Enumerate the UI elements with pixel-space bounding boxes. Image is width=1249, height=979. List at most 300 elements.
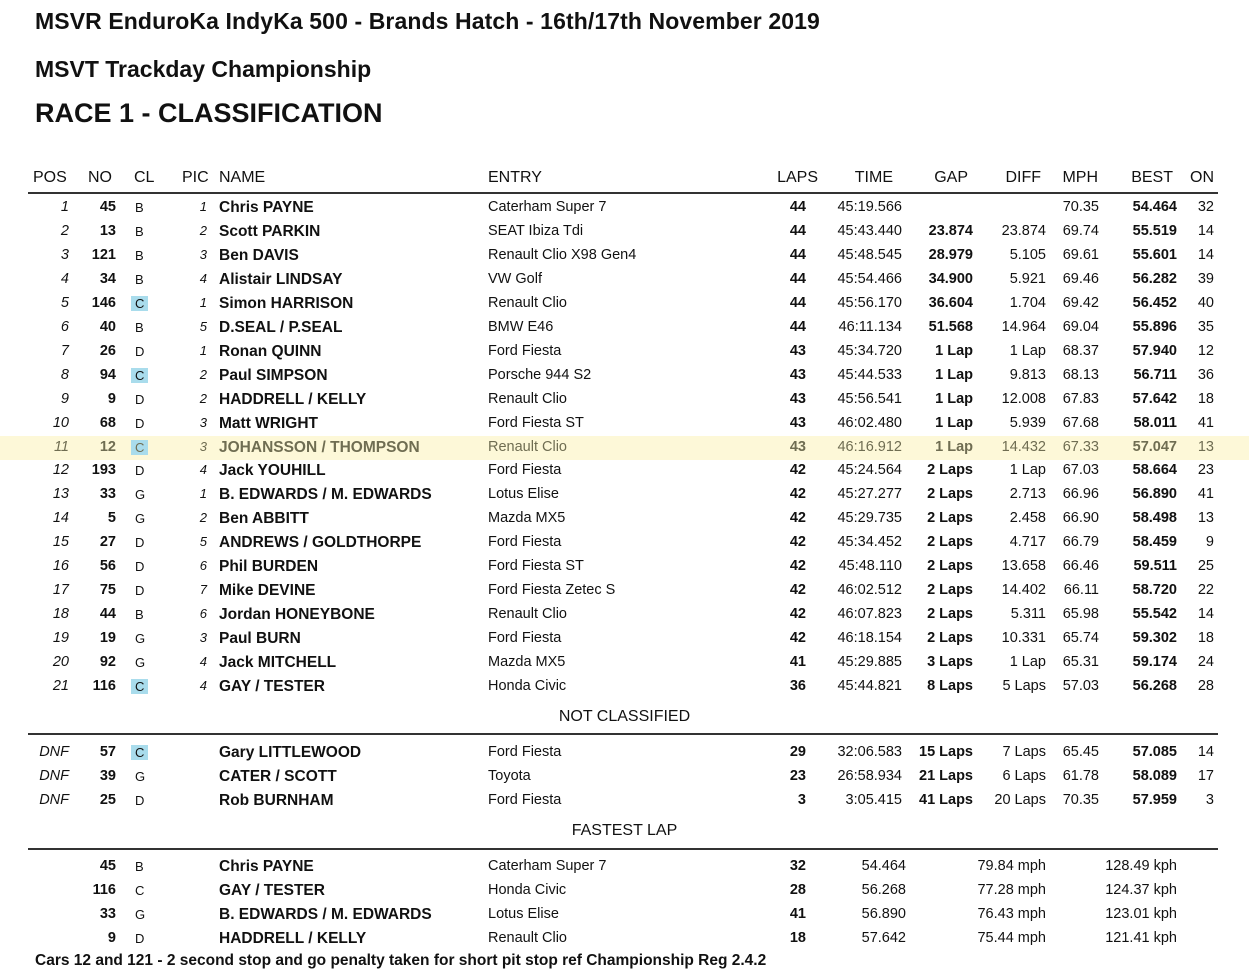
cell-kph: 124.37 kph <box>1105 882 1177 898</box>
cell-mph: 69.61 <box>1062 246 1099 263</box>
cell-laps: 42 <box>789 510 806 527</box>
cell-best: 56.282 <box>1132 270 1177 287</box>
cell-entry: Ford Fiesta <box>488 342 562 359</box>
cell-cl: B <box>135 859 144 874</box>
cell-no: 34 <box>99 270 116 287</box>
cell-time: 45:56.541 <box>837 390 902 407</box>
cell-cl: C <box>131 296 148 311</box>
column-header-on: ON <box>1190 169 1214 186</box>
cell-time: 46:16.912 <box>837 438 902 455</box>
fastest-lap-row[interactable] <box>0 903 1249 927</box>
cell-gap: 2 Laps <box>927 534 973 551</box>
cell-no: 45 <box>99 858 116 874</box>
cell-entry: Renault Clio <box>488 390 567 407</box>
cell-no: 116 <box>92 882 116 898</box>
cell-name: Ronan QUINN <box>219 342 322 360</box>
cell-pic: 3 <box>199 414 207 430</box>
cell-diff: 5.311 <box>1010 606 1046 623</box>
cell-no: 116 <box>92 678 116 694</box>
cell-time: 46:11.134 <box>838 318 902 335</box>
cell-time: 45:44.821 <box>837 678 902 694</box>
cell-gap: 41 Laps <box>919 792 973 808</box>
cell-no: 5 <box>107 510 116 527</box>
cell-entry: Caterham Super 7 <box>488 199 607 215</box>
cell-pic: 3 <box>199 630 207 646</box>
cell-time: 45:44.533 <box>837 366 902 383</box>
cell-name: HADDRELL / KELLY <box>219 390 367 408</box>
cell-pos: 20 <box>52 654 69 671</box>
cell-on: 23 <box>1197 462 1214 479</box>
cell-gap: 1 Lap <box>935 414 973 431</box>
column-header-diff: DIFF <box>1005 169 1041 186</box>
cell-time: 45:48.545 <box>837 246 902 263</box>
cell-best: 57.940 <box>1132 342 1177 359</box>
cell-best: 57.642 <box>1132 390 1177 407</box>
cell-cl: D <box>135 793 145 808</box>
cell-diff: 1 Lap <box>1009 342 1046 359</box>
cell-gap: 2 Laps <box>927 606 973 623</box>
cell-best: 57.085 <box>1132 744 1177 760</box>
column-header-name: NAME <box>219 169 266 186</box>
cell-best: 57.959 <box>1132 792 1177 808</box>
cell-name: Gary LITTLEWOOD <box>219 744 362 761</box>
cell-no: 12 <box>99 438 116 455</box>
cell-cl: D <box>135 535 145 551</box>
cell-mph: 66.79 <box>1062 534 1099 551</box>
cell-no: 39 <box>99 768 116 784</box>
cell-pic: 6 <box>199 558 207 574</box>
cell-time: 32:06.583 <box>837 744 902 760</box>
cell-entry: Ford Fiesta <box>488 534 562 551</box>
table-row[interactable] <box>0 741 1249 765</box>
cell-cl: C <box>131 368 148 383</box>
cell-best: 58.664 <box>1132 462 1177 479</box>
cell-name: GAY / TESTER <box>219 678 325 695</box>
cell-diff: 1 Lap <box>1009 654 1046 671</box>
cell-diff: 23.874 <box>1001 222 1046 239</box>
cell-diff: 20 Laps <box>994 792 1046 808</box>
cell-no: 26 <box>99 342 116 359</box>
cell-gap: 2 Laps <box>927 558 973 575</box>
cell-time: 56.268 <box>861 882 906 898</box>
cell-on: 39 <box>1197 270 1214 287</box>
cell-name: Jack YOUHILL <box>219 462 326 480</box>
cell-pos: 10 <box>52 414 69 431</box>
table-row[interactable] <box>0 316 1249 340</box>
column-header-pic: PIC <box>182 169 209 186</box>
cell-no: 121 <box>91 246 116 263</box>
cell-pos: 6 <box>60 318 69 335</box>
cell-name: Jack MITCHELL <box>219 654 337 672</box>
cell-gap: 3 Laps <box>927 654 973 671</box>
cell-gap: 15 Laps <box>919 744 973 760</box>
cell-gap: 2 Laps <box>927 486 973 503</box>
cell-name: Chris PAYNE <box>219 199 314 216</box>
cell-best: 55.519 <box>1132 222 1177 239</box>
cell-laps: 42 <box>789 558 806 575</box>
cell-laps: 44 <box>789 222 806 239</box>
cell-entry: Lotus Elise <box>488 906 559 922</box>
cell-mph: 76.43 mph <box>977 906 1046 922</box>
cell-best: 56.711 <box>1133 366 1177 383</box>
cell-on: 40 <box>1197 294 1214 311</box>
column-header-best: BEST <box>1131 169 1173 186</box>
cell-name: Ben DAVIS <box>219 246 299 264</box>
header-rule <box>28 192 1218 194</box>
cell-mph: 77.28 mph <box>977 882 1046 898</box>
cell-no: 19 <box>99 630 116 647</box>
cell-diff: 6 Laps <box>1002 768 1046 784</box>
cell-pos: DNF <box>39 792 69 808</box>
cell-lap: 28 <box>789 882 806 898</box>
cell-time: 56.890 <box>861 906 906 922</box>
cell-gap: 34.900 <box>928 270 973 287</box>
cell-entry: Ford Fiesta <box>488 630 562 647</box>
cell-laps: 41 <box>789 654 806 671</box>
cell-cl: G <box>135 769 146 784</box>
cell-name: Simon HARRISON <box>219 294 354 312</box>
cell-pos: DNF <box>39 744 69 760</box>
table-row[interactable] <box>0 483 1249 507</box>
cell-time: 45:29.735 <box>837 510 902 527</box>
table-row[interactable] <box>0 436 1249 460</box>
cell-on: 14 <box>1197 222 1214 239</box>
cell-laps: 44 <box>789 294 806 311</box>
cell-pos: 15 <box>52 534 69 551</box>
table-row[interactable] <box>0 196 1249 220</box>
cell-name: Paul BURN <box>219 630 301 648</box>
cell-name: GAY / TESTER <box>219 882 325 899</box>
cell-pos: 13 <box>52 486 69 503</box>
cell-mph: 67.68 <box>1062 414 1099 431</box>
cell-time: 45:43.440 <box>837 222 902 239</box>
table-row[interactable] <box>0 789 1249 813</box>
cell-cl: D <box>135 559 145 575</box>
cell-pos: 21 <box>52 678 69 694</box>
cell-entry: Honda Civic <box>488 678 567 694</box>
cell-best: 55.542 <box>1132 606 1177 623</box>
fastest-lap-rule <box>28 848 1218 850</box>
cell-time: 46:07.823 <box>837 606 902 623</box>
cell-name: Chris PAYNE <box>219 858 314 875</box>
cell-time: 54.464 <box>861 858 906 874</box>
cell-on: 14 <box>1197 744 1214 760</box>
table-header <box>0 167 1249 191</box>
cell-laps: 42 <box>789 606 806 623</box>
cell-entry: Ford Fiesta Zetec S <box>488 582 616 599</box>
cell-name: HADDRELL / KELLY <box>219 930 367 947</box>
cell-name: B. EDWARDS / M. EDWARDS <box>219 486 432 504</box>
cell-name: Jordan HONEYBONE <box>219 606 375 624</box>
cell-on: 14 <box>1197 246 1214 263</box>
cell-mph: 57.03 <box>1062 678 1099 694</box>
cell-entry: Mazda MX5 <box>488 654 566 671</box>
cell-gap: 21 Laps <box>919 768 973 784</box>
table-row[interactable] <box>0 220 1249 244</box>
cell-cl: B <box>135 271 144 287</box>
cell-no: 57 <box>99 744 116 760</box>
column-header-gap: GAP <box>934 169 968 186</box>
cell-cl: G <box>135 487 146 503</box>
cell-time: 45:56.170 <box>837 294 902 311</box>
cell-time: 45:29.885 <box>837 654 902 671</box>
cell-no: 75 <box>99 582 116 599</box>
cell-pos: 7 <box>60 342 69 359</box>
cell-time: 45:34.452 <box>837 534 902 551</box>
cell-pos: 8 <box>60 366 69 383</box>
cell-mph: 66.90 <box>1062 510 1099 527</box>
cell-no: 27 <box>99 534 116 551</box>
table-row[interactable] <box>0 412 1249 436</box>
cell-pic: 1 <box>199 294 207 310</box>
cell-lap: 41 <box>789 906 806 922</box>
cell-diff: 13.658 <box>1001 558 1046 575</box>
cell-best: 56.268 <box>1132 678 1177 694</box>
cell-time: 45:19.566 <box>837 199 902 215</box>
cell-mph: 67.83 <box>1062 390 1099 407</box>
cell-diff: 5.939 <box>1009 414 1046 431</box>
cell-name: JOHANSSON / THOMPSON <box>219 438 420 456</box>
cell-best: 54.464 <box>1132 199 1177 215</box>
cell-diff: 7 Laps <box>1002 744 1046 760</box>
cell-laps: 42 <box>789 582 806 599</box>
cell-pic: 5 <box>199 534 207 550</box>
cell-entry: Ford Fiesta ST <box>488 558 584 575</box>
cell-no: 92 <box>99 654 116 671</box>
fastest-lap-row[interactable] <box>0 927 1249 951</box>
cell-entry: Renault Clio X98 Gen4 <box>488 246 637 263</box>
cell-cl: G <box>135 631 146 647</box>
cell-name: Ben ABBITT <box>219 510 309 528</box>
cell-name: Scott PARKIN <box>219 222 321 240</box>
cell-on: 35 <box>1197 318 1214 335</box>
cell-laps: 23 <box>789 768 806 784</box>
cell-on: 18 <box>1197 630 1214 647</box>
cell-best: 56.452 <box>1132 294 1177 311</box>
cell-best: 55.601 <box>1132 246 1177 263</box>
cell-cl: C <box>131 440 148 455</box>
table-row[interactable] <box>0 555 1249 579</box>
cell-entry: SEAT Ibiza Tdi <box>488 222 584 239</box>
cell-pic: 4 <box>199 270 207 286</box>
cell-pos: 3 <box>60 246 69 263</box>
cell-entry: Ford Fiesta <box>488 744 562 760</box>
cell-laps: 44 <box>789 199 806 215</box>
cell-cl: C <box>135 883 145 898</box>
cell-time: 46:02.480 <box>837 414 902 431</box>
cell-best: 59.174 <box>1132 654 1177 671</box>
cell-no: 9 <box>107 930 116 946</box>
cell-pic: 1 <box>199 342 207 358</box>
cell-gap: 23.874 <box>928 222 973 239</box>
cell-best: 58.498 <box>1132 510 1177 527</box>
table-row[interactable] <box>0 340 1249 364</box>
cell-gap: 1 Lap <box>935 390 973 407</box>
cell-entry: Renault Clio <box>488 294 567 311</box>
cell-name: Rob BURNHAM <box>219 792 334 809</box>
cell-on: 12 <box>1197 342 1214 359</box>
table-row[interactable] <box>0 244 1249 268</box>
cell-pos: 11 <box>53 438 69 455</box>
cell-cl: D <box>135 583 145 599</box>
fastest-lap-row[interactable] <box>0 879 1249 903</box>
cell-entry: Ford Fiesta <box>488 462 562 479</box>
cell-pic: 4 <box>199 654 207 670</box>
championship-title: MSVT Trackday Championship <box>35 56 372 82</box>
cell-entry: Renault Clio <box>488 606 567 623</box>
table-row[interactable] <box>0 388 1249 412</box>
cell-time: 45:54.466 <box>837 270 902 287</box>
cell-time: 45:27.277 <box>837 486 902 503</box>
cell-name: CATER / SCOTT <box>219 768 337 785</box>
cell-laps: 44 <box>789 270 806 287</box>
cell-on: 28 <box>1197 678 1214 694</box>
table-row[interactable] <box>0 603 1249 627</box>
cell-no: 9 <box>107 390 116 407</box>
table-row[interactable] <box>0 268 1249 292</box>
cell-time: 45:48.110 <box>838 558 902 575</box>
cell-entry: BMW E46 <box>488 318 554 335</box>
column-header-mph: MPH <box>1062 169 1098 186</box>
cell-on: 22 <box>1197 582 1214 599</box>
cell-on: 25 <box>1197 558 1214 575</box>
cell-no: 56 <box>99 558 116 575</box>
cell-on: 13 <box>1197 438 1214 455</box>
cell-gap: 36.604 <box>928 294 973 311</box>
cell-time: 46:02.512 <box>837 582 902 599</box>
race-title: RACE 1 - CLASSIFICATION <box>35 98 383 128</box>
cell-on: 41 <box>1197 486 1214 503</box>
cell-no: 146 <box>91 294 116 311</box>
table-row[interactable] <box>0 364 1249 388</box>
cell-mph: 67.03 <box>1062 462 1099 479</box>
cell-best: 58.011 <box>1133 414 1177 431</box>
cell-entry: Honda Civic <box>488 882 567 898</box>
cell-pos: 12 <box>52 462 69 479</box>
cell-name: ANDREWS / GOLDTHORPE <box>219 534 422 552</box>
cell-cl: C <box>131 745 148 760</box>
cell-pos: 16 <box>52 558 69 575</box>
cell-cl: B <box>135 607 144 623</box>
cell-pic: 3 <box>199 246 207 262</box>
table-row[interactable] <box>0 292 1249 316</box>
table-row[interactable] <box>0 765 1249 789</box>
cell-laps: 42 <box>789 534 806 551</box>
cell-diff: 14.432 <box>1001 438 1046 455</box>
cell-pos: 9 <box>60 390 69 407</box>
cell-gap: 2 Laps <box>927 582 973 599</box>
cell-mph: 69.74 <box>1062 222 1099 239</box>
cell-entry: Porsche 944 S2 <box>488 366 592 383</box>
cell-time: 57.642 <box>861 930 906 946</box>
cell-pic: 5 <box>199 318 207 334</box>
cell-diff: 10.331 <box>1001 630 1046 647</box>
cell-no: 44 <box>99 606 116 623</box>
cell-pic: 2 <box>199 510 207 526</box>
table-row[interactable] <box>0 507 1249 531</box>
cell-best: 58.089 <box>1132 768 1177 784</box>
cell-laps: 42 <box>789 462 806 479</box>
cell-cl: B <box>135 319 144 335</box>
cell-name: Alistair LINDSAY <box>219 270 343 288</box>
cell-no: 40 <box>99 318 116 335</box>
column-header-no: NO <box>88 169 112 186</box>
cell-gap: 2 Laps <box>927 630 973 647</box>
column-header-time: TIME <box>854 169 893 186</box>
cell-gap: 2 Laps <box>927 510 973 527</box>
cell-mph: 68.37 <box>1062 342 1099 359</box>
cell-mph: 67.33 <box>1062 438 1099 455</box>
cell-diff: 12.008 <box>1001 390 1046 407</box>
fastest-lap-row[interactable] <box>0 855 1249 879</box>
cell-pos: 18 <box>52 606 69 623</box>
cell-no: 193 <box>91 462 116 479</box>
cell-entry: VW Golf <box>488 270 542 287</box>
cell-no: 13 <box>99 222 116 239</box>
table-row[interactable] <box>0 627 1249 651</box>
cell-diff: 1 Lap <box>1009 462 1046 479</box>
column-header-cl: CL <box>134 169 155 186</box>
cell-cl: C <box>131 679 148 694</box>
cell-mph: 70.35 <box>1062 199 1099 215</box>
cell-best: 57.047 <box>1132 438 1177 455</box>
cell-pos: DNF <box>39 768 69 784</box>
cell-cl: B <box>135 247 144 263</box>
cell-gap: 1 Lap <box>935 342 973 359</box>
cell-on: 18 <box>1197 390 1214 407</box>
cell-mph: 65.74 <box>1062 630 1099 647</box>
cell-laps: 43 <box>789 390 806 407</box>
cell-pic: 2 <box>199 366 207 382</box>
cell-mph: 79.84 mph <box>977 858 1046 874</box>
cell-time: 3:05.415 <box>845 792 902 808</box>
cell-name: B. EDWARDS / M. EDWARDS <box>219 906 432 923</box>
table-row[interactable] <box>0 651 1249 675</box>
cell-diff: 2.458 <box>1009 510 1046 527</box>
cell-gap: 1 Lap <box>935 366 973 383</box>
cell-entry: Ford Fiesta <box>488 792 562 808</box>
cell-laps: 42 <box>789 486 806 503</box>
table-row[interactable] <box>0 579 1249 603</box>
cell-cl: G <box>135 511 146 527</box>
cell-diff: 2.713 <box>1009 486 1046 503</box>
cell-cl: D <box>135 931 145 946</box>
cell-laps: 29 <box>789 744 806 760</box>
cell-time: 45:24.564 <box>837 462 902 479</box>
cell-on: 13 <box>1197 510 1214 527</box>
cell-pic: 1 <box>199 486 207 502</box>
cell-entry: Toyota <box>488 768 531 784</box>
cell-entry: Mazda MX5 <box>488 510 566 527</box>
cell-lap: 32 <box>789 858 806 874</box>
cell-pic: 2 <box>199 390 207 406</box>
cell-no: 33 <box>99 906 116 922</box>
cell-best: 59.302 <box>1132 630 1177 647</box>
cell-time: 45:34.720 <box>837 342 902 359</box>
cell-cl: G <box>135 655 146 671</box>
table-row[interactable] <box>0 459 1249 483</box>
cell-kph: 123.01 kph <box>1105 906 1177 922</box>
cell-pos: 5 <box>60 294 69 311</box>
cell-pos: 19 <box>52 630 69 647</box>
column-header-pos: POS <box>33 169 67 186</box>
cell-name: Phil BURDEN <box>219 558 319 576</box>
cell-entry: Lotus Elise <box>488 486 559 503</box>
table-row[interactable] <box>0 531 1249 555</box>
table-row[interactable] <box>0 675 1249 699</box>
cell-entry: Renault Clio <box>488 438 567 455</box>
cell-mph: 70.35 <box>1062 792 1099 808</box>
